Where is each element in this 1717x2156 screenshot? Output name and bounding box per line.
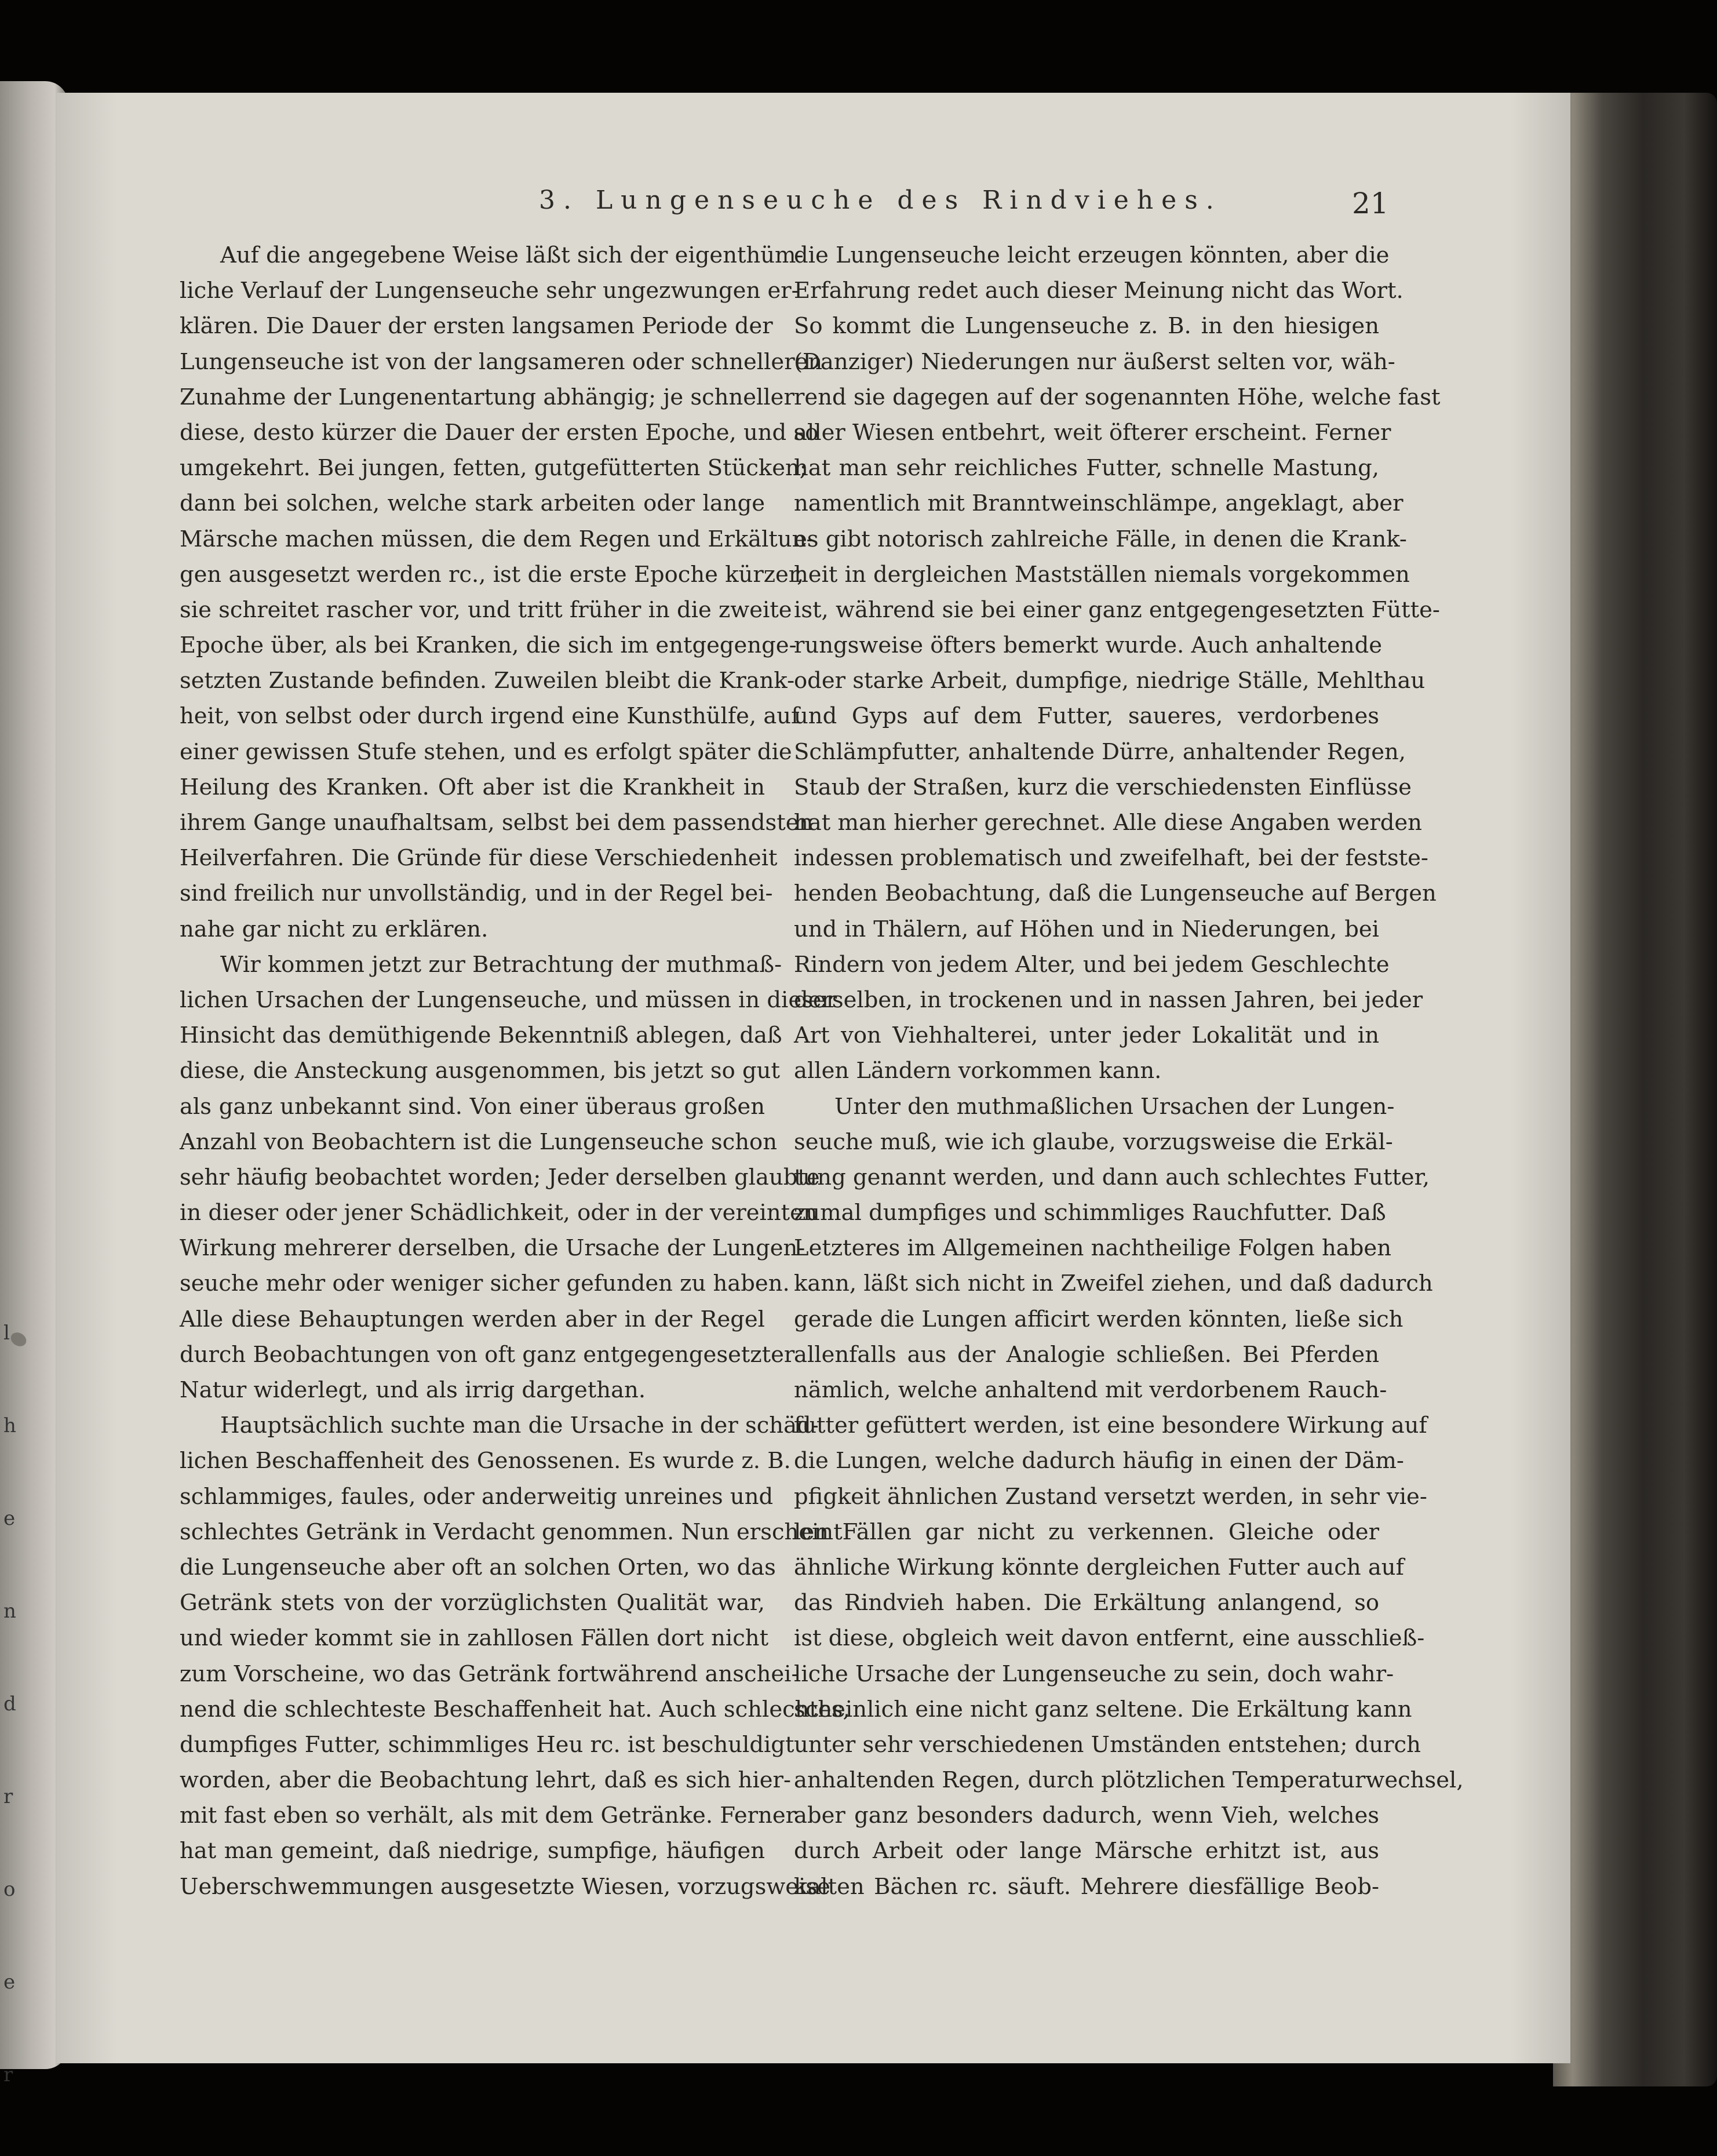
text-line: unter sehr verschiedenen Umständen entstehen; durch bbox=[794, 1731, 1421, 1758]
text-line: heit, von selbst oder durch irgend eine Kunsthülfe, auf bbox=[180, 703, 800, 730]
text-line: ihrem Gange unaufhaltsam, selbst bei dem passendsten bbox=[180, 810, 814, 836]
text-line: einer gewissen Stufe stehen, und es erfolgt später die bbox=[180, 738, 792, 765]
text-line: die Lungenseuche leicht erzeugen könnten, aber die bbox=[794, 242, 1390, 268]
text-line: die Lungenseuche aber oft an solchen Orten, wo das bbox=[180, 1554, 776, 1580]
text-line: Heilverfahren. Die Gründe für diese Verschiedenheit bbox=[180, 845, 778, 872]
text-line: Auf die angegebene Weise läßt sich der eigenthüm- bbox=[220, 242, 804, 268]
text-line: Hinsicht das demüthigende Bekenntniß ablegen, daß bbox=[180, 1022, 782, 1049]
right-text-column bbox=[794, 238, 1464, 1904]
text-line: und in Thälern, auf Höhen und in Niederungen, bei bbox=[794, 916, 1379, 942]
text-line: (Danziger) Niederungen nur äußerst selten vor, wäh- bbox=[794, 348, 1395, 375]
margin-mark: r bbox=[3, 1785, 13, 1808]
margin-mark: e bbox=[3, 1971, 16, 1994]
text-line: Hauptsächlich suchte man die Ursache in der schäd- bbox=[220, 1412, 819, 1439]
text-line: mit fast eben so verhält, als mit dem Getränke. Ferner bbox=[180, 1802, 797, 1829]
margin-mark: e bbox=[3, 1507, 16, 1530]
facing-page-marks bbox=[3, 1321, 27, 2156]
text-line: und wieder kommt sie in zahllosen Fällen dort nicht bbox=[180, 1625, 769, 1652]
text-line: die Lungen, welche dadurch häufig in einen der Däm- bbox=[794, 1448, 1404, 1474]
text-line: zum Vorscheine, wo das Getränk fortwährend anschei- bbox=[180, 1660, 799, 1687]
text-line: allen Ländern vorkommen kann. bbox=[794, 1058, 1162, 1084]
margin-mark: o bbox=[3, 1878, 16, 1901]
book-page-edges bbox=[1553, 93, 1717, 2086]
text-line: Unter den muthmaßlichen Ursachen der Lungen- bbox=[834, 1093, 1395, 1120]
text-line: lichen Ursachen der Lungenseuche, und müssen in dieser bbox=[180, 986, 837, 1013]
text-line: liche Ursache der Lungenseuche zu sein, doch wahr- bbox=[794, 1660, 1394, 1687]
text-line: zumal dumpfiges und schimmliges Rauchfutter. Daß bbox=[794, 1200, 1386, 1226]
text-line: namentlich mit Branntweinschlämpe, angeklagt, aber bbox=[794, 490, 1404, 517]
text-line: es gibt notorisch zahlreiche Fälle, in denen die Krank- bbox=[794, 526, 1407, 552]
text-line: umgekehrt. Bei jungen, fetten, gutgefütterten Stücken; bbox=[180, 455, 807, 482]
text-line: So kommt die Lungenseuche z. B. in den hiesigen bbox=[794, 313, 1379, 340]
text-line: pfigkeit ähnlichen Zustand versetzt werden, in sehr vie- bbox=[794, 1483, 1427, 1510]
text-line: Alle diese Behauptungen werden aber in der Regel bbox=[180, 1306, 765, 1332]
text-line: Schlämpfutter, anhaltende Dürre, anhaltender Regen, bbox=[794, 738, 1406, 765]
text-line: Staub der Straßen, kurz die verschiedensten Einflüsse bbox=[794, 774, 1412, 800]
text-line: futter gefüttert werden, ist eine besondere Wirkung auf bbox=[794, 1412, 1427, 1439]
text-line: Zunahme der Lungenentartung abhängig; je schneller bbox=[180, 384, 794, 410]
text-line: hat man sehr reichliches Futter, schnelle Mastung, bbox=[794, 455, 1379, 482]
text-line: das Rindvieh haben. Die Erkältung anlangend, so bbox=[794, 1590, 1379, 1616]
text-line: Märsche machen müssen, die dem Regen und Erkältun- bbox=[180, 526, 814, 552]
text-line: allenfalls aus der Analogie schließen. Bei Pferden bbox=[794, 1341, 1379, 1368]
margin-mark: n bbox=[3, 1600, 16, 1623]
text-line: Erfahrung redet auch dieser Meinung nicht das Wort. bbox=[794, 278, 1404, 304]
text-line: kalten Bächen rc. säuft. Mehrere diesfällige Beob- bbox=[794, 1873, 1379, 1900]
text-line: nahe gar nicht zu erklären. bbox=[180, 916, 489, 942]
text-line: tung genannt werden, und dann auch schlechtes Futter, bbox=[794, 1164, 1430, 1190]
text-line: scheinlich eine nicht ganz seltene. Die Erkältung kann bbox=[794, 1696, 1412, 1722]
text-line: setzten Zustande befinden. Zuweilen bleibt die Krank- bbox=[180, 668, 795, 694]
text-line: Wir kommen jetzt zur Betrachtung der muthmaß- bbox=[220, 951, 782, 978]
text-line: Getränk stets von der vorzüglichsten Qualität war, bbox=[180, 1590, 765, 1616]
text-line: henden Beobachtung, daß die Lungenseuche auf Bergen bbox=[794, 880, 1437, 907]
text-line: durch Beobachtungen von oft ganz entgegengesetzter bbox=[180, 1341, 795, 1368]
text-line: klären. Die Dauer der ersten langsamen Periode der bbox=[180, 313, 773, 340]
margin-mark: h bbox=[3, 1414, 16, 1437]
text-line: aber ganz besonders dadurch, wenn Vieh, welches bbox=[794, 1802, 1379, 1829]
margin-mark: r bbox=[3, 2063, 13, 2086]
text-line: Art von Viehhalterei, unter jeder Lokalität und in bbox=[794, 1022, 1379, 1049]
text-line: schlammiges, faules, oder anderweitig unreines und bbox=[180, 1483, 774, 1510]
text-line: diese, desto kürzer die Dauer der ersten Epoche, und so bbox=[180, 419, 819, 446]
text-line: Ueberschwemmungen ausgesetzte Wiesen, vorzugsweise bbox=[180, 1873, 830, 1900]
text-line: kann, läßt sich nicht in Zweifel ziehen, und daß dadurch bbox=[794, 1270, 1433, 1297]
text-line: sie schreitet rascher vor, und tritt früher in die zweite bbox=[180, 596, 792, 623]
text-line: Natur widerlegt, und als irrig dargethan. bbox=[180, 1377, 646, 1403]
text-line: dann bei solchen, welche stark arbeiten oder lange bbox=[180, 490, 765, 517]
text-line: hat man gemeint, daß niedrige, sumpfige, häufigen bbox=[180, 1838, 765, 1864]
text-line: heit in dergleichen Mastställen niemals vorgekommen bbox=[794, 561, 1410, 588]
text-line: indessen problematisch und zweifelhaft, bei der festste- bbox=[794, 845, 1428, 872]
page-header bbox=[57, 180, 1570, 226]
text-line: Lungenseuche ist von der langsameren oder schnelleren bbox=[180, 348, 823, 375]
text-line: in dieser oder jener Schädlichkeit, oder in der vereinten bbox=[180, 1200, 818, 1226]
text-line: liche Verlauf der Lungenseuche sehr ungezwungen er- bbox=[180, 278, 799, 304]
text-line: Anzahl von Beobachtern ist die Lungenseuche schon bbox=[180, 1128, 778, 1155]
text-line: oder starke Arbeit, dumpfige, niedrige Ställe, Mehlthau bbox=[794, 668, 1426, 694]
text-line: Heilung des Kranken. Oft aber ist die Krankheit in bbox=[180, 774, 765, 800]
left-text-column bbox=[180, 238, 850, 1904]
page-number: 21 bbox=[1352, 187, 1389, 220]
text-line: aller Wiesen entbehrt, weit öfterer erscheint. Ferner bbox=[794, 419, 1391, 446]
text-line: rungsweise öfters bemerkt wurde. Auch anhaltende bbox=[794, 632, 1383, 659]
text-line: sehr häufig beobachtet worden; Jeder derselben glaubte bbox=[180, 1164, 820, 1190]
text-line: schlechtes Getränk in Verdacht genommen. Nun erscheint bbox=[180, 1518, 843, 1545]
text-line: ist diese, obgleich weit davon entfernt, eine ausschließ- bbox=[794, 1625, 1425, 1652]
book-page bbox=[57, 93, 1570, 2063]
text-line: diese, die Ansteckung ausgenommen, bis jetzt so gut bbox=[180, 1058, 780, 1084]
text-line: durch Arbeit oder lange Märsche erhitzt ist, aus bbox=[794, 1838, 1379, 1864]
text-line: dumpfiges Futter, schimmliges Heu rc. ist beschuldigt bbox=[180, 1731, 794, 1758]
text-line: lichen Beschaffenheit des Genossenen. Es wurde z. B. bbox=[180, 1448, 791, 1474]
text-line: len Fällen gar nicht zu verkennen. Gleiche oder bbox=[794, 1518, 1379, 1545]
running-head: 3. Lungenseuche des Rindviehes. bbox=[539, 185, 1222, 215]
text-line: hat man hierher gerechnet. Alle diese Angaben werden bbox=[794, 810, 1422, 836]
text-line: nend die schlechteste Beschaffenheit hat. Auch schlechtes, bbox=[180, 1696, 850, 1722]
text-line: worden, aber die Beobachtung lehrt, daß es sich hier- bbox=[180, 1767, 791, 1794]
text-line: Wirkung mehrerer derselben, die Ursache der Lungen- bbox=[180, 1235, 805, 1262]
text-line: gen ausgesetzt werden rc., ist die erste Epoche kürzer, bbox=[180, 561, 804, 588]
text-line: derselben, in trockenen und in nassen Jahren, bei jeder bbox=[794, 986, 1423, 1013]
text-line: ähnliche Wirkung könnte dergleichen Futter auch auf bbox=[794, 1554, 1404, 1580]
text-line: ist, während sie bei einer ganz entgegengesetzten Fütte- bbox=[794, 596, 1440, 623]
text-line: sind freilich nur unvollständig, und in der Regel bei- bbox=[180, 880, 773, 907]
text-line: Letzteres im Allgemeinen nachtheilige Folgen haben bbox=[794, 1235, 1391, 1262]
text-line: rend sie dagegen auf der sogenannten Höhe, welche fast bbox=[794, 384, 1441, 410]
margin-mark: d bbox=[3, 1692, 16, 1716]
text-line: nämlich, welche anhaltend mit verdorbenem Rauch- bbox=[794, 1377, 1387, 1403]
text-line: Epoche über, als bei Kranken, die sich im entgegenge- bbox=[180, 632, 797, 659]
text-line: seuche mehr oder weniger sicher gefunden zu haben. bbox=[180, 1270, 790, 1297]
text-line: als ganz unbekannt sind. Von einer überaus großen bbox=[180, 1093, 765, 1120]
text-line: gerade die Lungen afficirt werden könnten, ließe sich bbox=[794, 1306, 1404, 1332]
text-line: seuche muß, wie ich glaube, vorzugsweise die Erkäl- bbox=[794, 1128, 1393, 1155]
text-line: und Gyps auf dem Futter, saueres, verdorbenes bbox=[794, 703, 1379, 730]
text-line: Rindern von jedem Alter, und bei jedem Geschlechte bbox=[794, 951, 1390, 978]
text-line: anhaltenden Regen, durch plötzlichen Temperaturwechsel, bbox=[794, 1767, 1464, 1794]
margin-mark: l bbox=[3, 1321, 10, 1345]
